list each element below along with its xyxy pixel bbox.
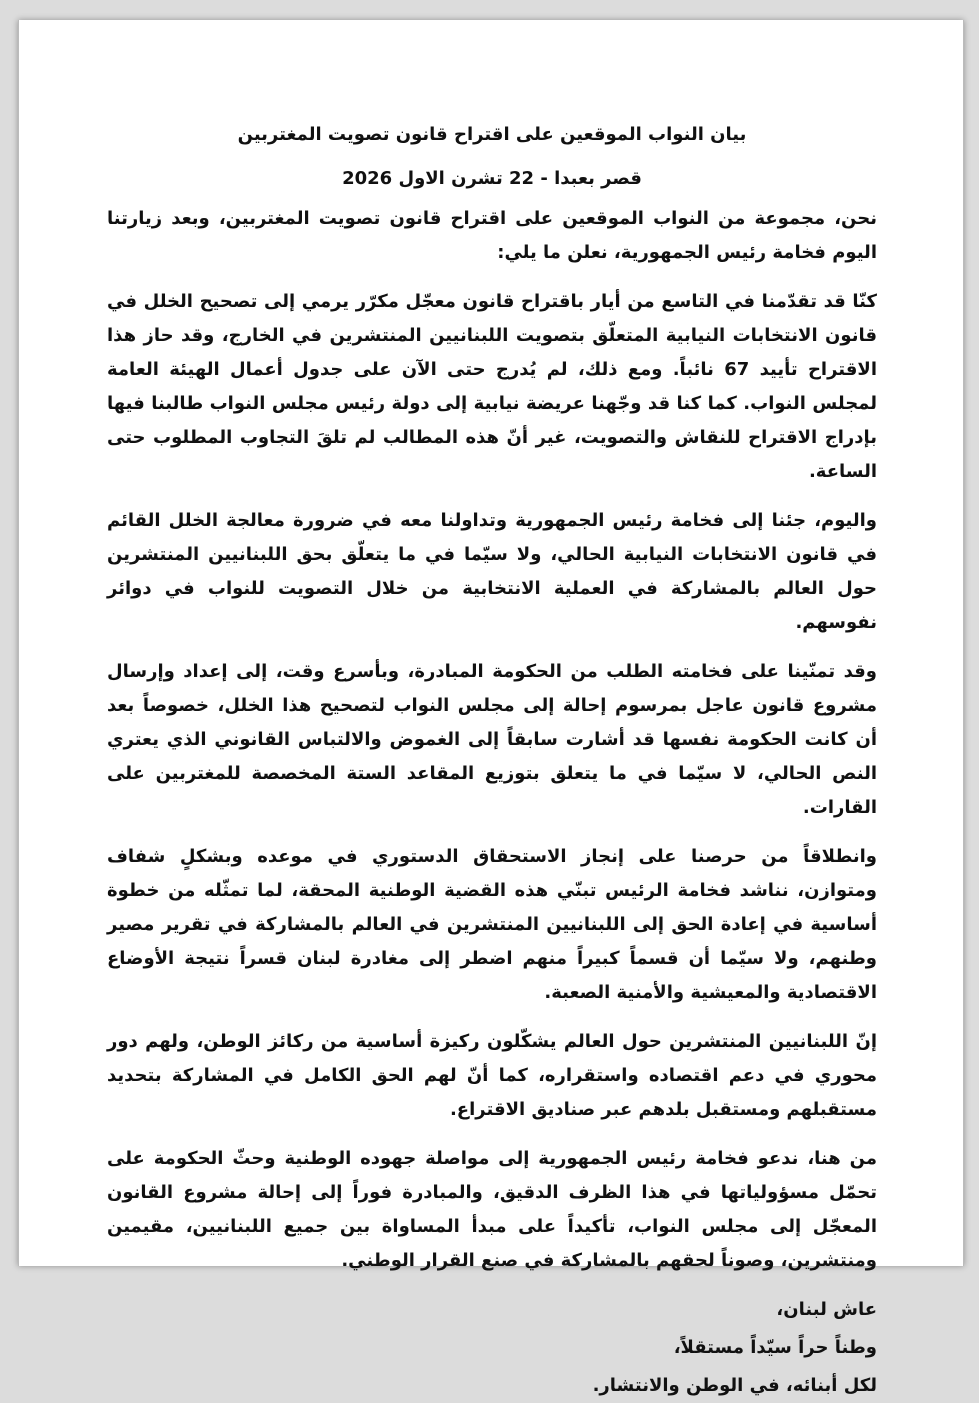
closing-line: لكل أبنائه، في الوطن والانتشار. xyxy=(592,1375,877,1396)
paragraph-call: من هنا، ندعو فخامة رئيس الجمهورية إلى مواصلة جهوده الوطنية وحثّ الحكومة على تحمّل مسؤولياتها في هذا الظرف الدقيق، والمبادرة فوراً إلى إحالة مشروع القانون المعجّل إلى مجلس النواب، تأكيداً على مبدأ المساواة بين جميع اللبنانيين، مقيمين ومنتشرين، وصوناً لحقهم بالمشاركة في صنع القرار الوطني. xyxy=(107,1148,877,1271)
closing-line: عاش لبنان، xyxy=(776,1299,877,1320)
document-title: بيان النواب الموقعين على اقتراح قانون تصويت المغتربين xyxy=(237,124,747,145)
paragraph-diaspora: إنّ اللبنانيين المنتشرين حول العالم يشكّلون ركيزة أساسية من ركائز الوطن، ولهم دور محوري في دعم اقتصاده واستقراره، كما أنّ لهم الحق الكامل في المشاركة بتحديد مستقبلهم ومستقبل بلدهم عبر صناديق الاقتراع. xyxy=(107,1031,877,1120)
closing-line: وطناً حراً سيّداً مستقلاً، xyxy=(673,1337,877,1358)
document-body xyxy=(107,118,877,1403)
paragraph-intro: نحن، مجموعة من النواب الموقعين على اقتراح قانون تصويت المغتربين، وبعد زيارتنا اليوم فخامة رئيس الجمهورية، نعلن ما يلي: xyxy=(107,208,877,263)
document-date: قصر بعبدا - 22 تشرن الاول 2026 xyxy=(342,168,642,189)
paragraph-request: وقد تمنّينا على فخامته الطلب من الحكومة المبادرة، وبأسرع وقت، إلى إعداد وإرسال مشروع قانون عاجل بمرسوم إحالة إلى مجلس النواب لتصحيح هذا الخلل، خصوصاً بعد أن كانت الحكومة نفسها قد أشارت سابقاً إلى الغموض والالتباس القانوني الذي يعتري النص الحالي، لا سيّما في ما يتعلق بتوزيع المقاعد الستة المخصصة للمغتربين على القارات. xyxy=(107,661,877,818)
document-page xyxy=(18,20,964,1396)
paragraph-meeting: واليوم، جئنا إلى فخامة رئيس الجمهورية وتداولنا معه في ضرورة معالجة الخلل القائم في قانون الانتخابات النيابية الحالي، ولا سيّما في ما يتعلّق بحق اللبنانيين المنتشرين حول العالم بالمشاركة في العملية الانتخابية من خلال التصويت للنواب في دوائر نفوسهم. xyxy=(107,510,877,633)
paragraph-background: كنّا قد تقدّمنا في التاسع من أيار باقتراح قانون معجّل مكرّر يرمي إلى تصحيح الخلل في قانون الانتخابات النيابية المتعلّق بتصويت اللبنانيين المنتشرين في الخارج، وقد حاز هذا الاقتراح تأييد 67 نائباً. ومع ذلك، لم يُدرج حتى الآن على جدول أعمال الهيئة العامة لمجلس النواب. كما كنا قد وجّهنا عريضة نيابية إلى دولة رئيس مجلس النواب طالبنا فيها بإدراج الاقتراح للنقاش والتصويت، غير أنّ هذه المطالب لم تلقَ التجاوب المطلوب حتى الساعة. xyxy=(107,291,877,482)
paragraph-appeal: وانطلاقاً من حرصنا على إنجاز الاستحقاق الدستوري في موعده وبشكلٍ شفاف ومتوازن، نناشد فخامة الرئيس تبنّي هذه القضية الوطنية المحقة، لما تمثّله من خطوة أساسية في إعادة الحق إلى اللبنانيين المنتشرين في العالم بالمشاركة في تقرير مصير وطنهم، ولا سيّما أن قسماً كبيراً منهم اضطر إلى مغادرة لبنان قسراً نتيجة الأوضاع الاقتصادية والمعيشية والأمنية الصعبة. xyxy=(107,846,877,1003)
